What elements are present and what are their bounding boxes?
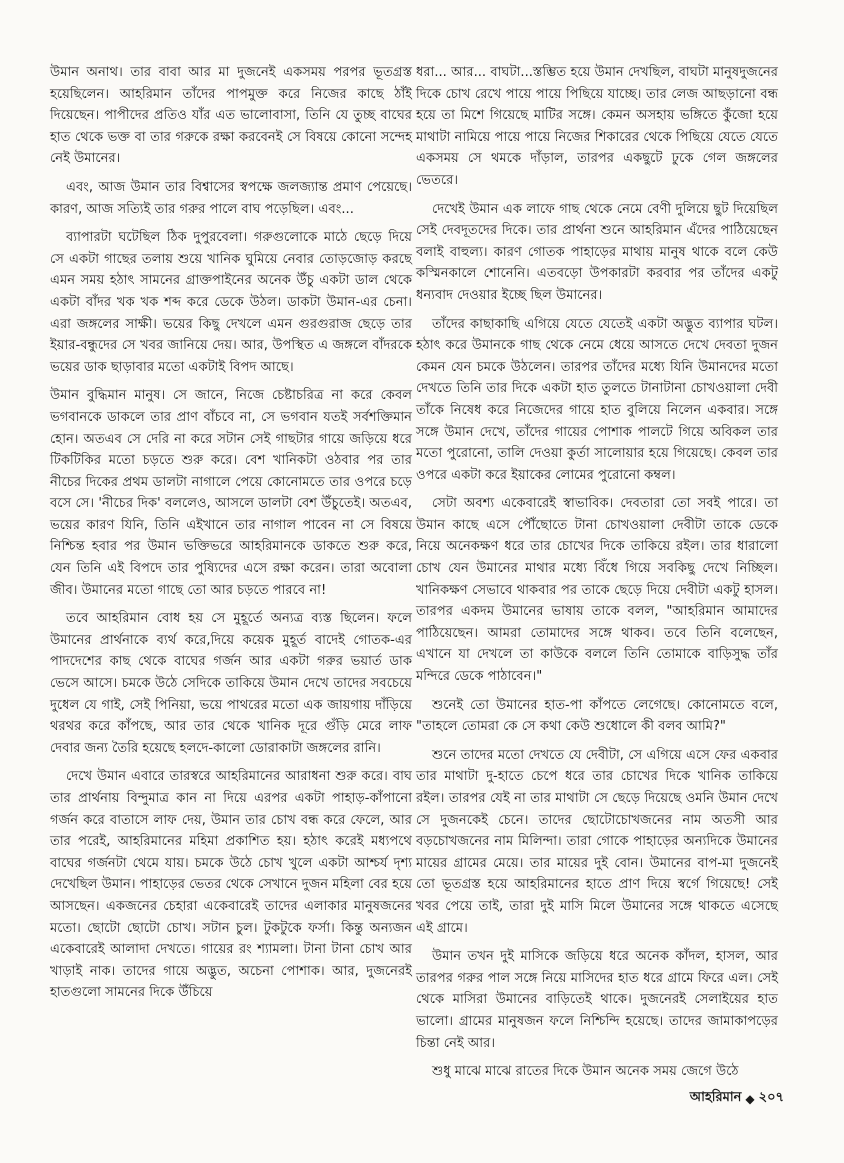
paragraph: উমান বুদ্ধিমান মানুষ। সে জানে, নিজে চেষ্টাচরিত্র না করে কেবল ভগবানকে ডাকলে তার প্রাণ বাঁচবে না, সে ভগবান যতই সর্বশক্তিমান হোন। অতএব সে দেরি না করে সটান সেই গাছটার গায়ে জড়িয়ে ধরে টিকটিকির মতো চড়তে শুরু করে। বেশ খানিকটা ওঠবার পর তার নীচের দিকের প্রথম ডালটা নাগালে পেয়ে কোনোমতে তার ওপরে চড়ে বসে সে। 'নীচের দিক' বললেও, আসলে ডালটা বেশ উঁচুতেই। অতএব, ভয়ের কারণ যিনি, তিনি এইখানে তার নাগাল পাবেন না সে বিষয়ে নিশ্চিন্ত হবার পর উমান ভক্তিভরে আহরিমানকে ডাকতে শুরু করে, যেন তিনি এই বিপদে তার পুষ্যিদের এসে রক্ষা করেন। তারা অবোলা জীব। উমানের মতো গাছে তো আর চড়তে পারবে না! [50, 388, 412, 598]
paragraph: ধরা... আর... বাঘটা...স্তম্ভিত হয়ে উমান দেখছিল, বাঘটা মানুষদুজনের দিকে চোখ রেখে পায়ে পায়ে পিছিয়ে যাচ্ছে। তার লেজ আছড়ানো বন্ধ হয়ে তা মিশে গিয়েছে মাটির সঙ্গে। কেমন অসহায় ভঙ্গিতে কুঁজো হয়ে মাথাটা নামিয়ে পায়ে পায়ে নিজের শিকারের থেকে পিছিয়ে যেতে যেতে একসময় সে থমকে দাঁড়াল, তারপর একছুটে ঢুকে গেল জঙ্গলের ভেতরে। [416, 65, 778, 188]
paragraph: এবং, আজ উমান তার বিশ্বাসের স্বপক্ষে জলজ্যান্ত প্রমাণ পেয়েছে। কারণ, আজ সত্যিই তার গরুর পালে বাঘ পড়েছিল। এবং... [50, 179, 412, 217]
paragraph: উমান তখন দুই মাসিকে জড়িয়ে ধরে অনেক কাঁদল, হাসল, আর তারপর গরুর পাল সঙ্গে নিয়ে মাসিদের হাত ধরে গ্রামে ফিরে এল। সেই থেকে মাসিরা উমানের বাড়িতেই থাকে। দুজনেরই সেলাইয়ের হাত ভালো। গ্রামের মানুষজন ফলে নিশ্চিন্দি হয়েছে। তাদের জামাকাপড়ের চিন্তা নেই আর। [416, 949, 778, 1051]
paragraph: তবে আহরিমান বোধ হয় সে মুহূর্তে অন্যত্র ব্যস্ত ছিলেন। ফলে উমানের প্রার্থনাকে ব্যর্থ করে,দিয়ে কয়েক মুহূর্ত বাদেই গোতক-এর পাদদেশের কাছ থেকে বাঘের গর্জন আর একটা গরুর ভয়ার্ত ডাক ভেসে আসে। চমকে উঠে সেদিকে তাকিয়ে উমান দেখে তাদের সবচেয়ে দুধেল যে গাই, সেই পিনিয়া, ভয়ে পাথরের মতো এক জায়গায় দাঁড়িয়ে থরথর করে কাঁপছে, আর তার থেকে খানিক দূরে গুঁড়ি মেরে লাফ দেবার জন্য তৈরি হয়েছে হলদে-কালো ডোরাকাটা জঙ্গলের রানি। [50, 611, 412, 756]
paragraph: তাঁদের কাছাকাছি এগিয়ে যেতে যেতেই একটা অদ্ভুত ব্যাপার ঘটল। হঠাৎ করে উমানকে গাছ থেকে নেমে ধেয়ে আসতে দেখে দেবতা দুজন কেমন যেন চমকে উঠলেন। তারপর তাঁদের মধ্যে যিনি উমানদের মতো দেখতে তিনি তার দিকে একটা হাত তুলতে টানাটানা চোখওয়ালা দেবী তাঁকে নিষেধ করে নিজেদের গায়ে হাত বুলিয়ে নিলেন একবার। সঙ্গে সঙ্গে উমান দেখে, তাঁদের গায়ের পোশাক পালটে গিয়ে অবিকল তার মতো পুরোনো, তালি দেওয়া কুর্তা সালোয়ার হয়ে গিয়েছে। কেবল তার ওপরে একটা করে ইয়াকের লোমের পুরোনো কম্বল। [416, 316, 778, 483]
paragraph: দেখে উমান এবারে তারস্বরে আহরিমানের আরাধনা শুরু করে। বাঘ তার প্রার্থনায় বিন্দুমাত্র কান না দিয়ে এরপর একটা পাহাড়-কাঁপানো গর্জন করে বাতাসে লাফ দেয়, উমান তার চোখ বন্ধ করে ফেলে, আর তার পরেই, আহরিমানের মহিমা প্রকাশিত হয়। হঠাৎ করেই মধ্যপথে বাঘের গর্জনটা থেমে যায়। চমকে উঠে চোখ খুলে একটা আশ্চর্য দৃশ্য দেখেছিল উমান। পাহাড়ের ভেতর থেকে সেখানে দুজন মহিলা বের হয়ে আসছেন। একজনের চেহারা একেবারেই তাদের এলাকার মানুষজনের মতো। ছোটো ছোটো চোখ। সটান চুল। টুকটুকে ফর্সা। কিন্তু অন্যজন একেবারেই আলাদা দেখতে। গায়ের রং শ্যামলা। টানা টানা চোখ আর খাড়াই নাক। তাদের গায়ে অদ্ভুত, অচেনা পোশাক। আর, দুজনেরই হাতগুলো সামনের দিকে উঁচিয়ে [50, 769, 412, 1001]
diamond-icon: ◆ [745, 1091, 755, 1106]
page-number: ২০৭ [758, 1090, 784, 1105]
paragraph: উমান অনাথ। তার বাবা আর মা দুজনেই একসময় পরপর ভূতগ্রস্ত হয়েছিলেন। আহরিমান তাঁদের পাপমুক্ত করে নিজের কাছে ঠাঁই দিয়েছেন। পাপীদের প্রতিও যাঁর এত ভালোবাসা, তিনি যে তুচ্ছ বাঘের হাত থেকে ভক্ত বা তার গরুকে রক্ষা করবেনই সে বিষয়ে কোনো সন্দেহ নেই উমানের। [50, 65, 412, 167]
paragraph: শুনে তাদের মতো দেখতে যে দেবীটা, সে এগিয়ে এসে ফের একবার তার মাথাটা দু-হাতে চেপে ধরে তার চোখের দিকে খানিক তাকিয়ে রইল। তারপর যেই না তার মাথাটা সে ছেড়ে দিয়েছে ওমনি উমান দেখে সে দুজনকেই চেনে। তাদের ছোটোচোখজনের নাম অতসী আর বড়চোখজনের নাম মিলিন্দা। তারা গোকে পাহাড়ের অন্যদিকে উমানের মায়ের গ্রামের মেয়ে। তার মায়ের দুই বোন। উমানের বাপ-মা দুজনেই তো ভূতগ্রস্ত হয়ে আহরিমানের হাতে প্রাণ দিয়ে স্বর্গে গিয়েছে! সেই খবর পেয়ে তাই, তারা দুই মাসি মিলে উমানের সঙ্গে থাকতে এসেছে এই গ্রামে। [416, 747, 778, 936]
left-text-column [50, 62, 412, 1011]
right-text-column [416, 62, 778, 1090]
paragraph: ব্যাপারটা ঘটেছিল ঠিক দুপুরবেলা। গরুগুলোকে মাঠে ছেড়ে দিয়ে সে একটা গাছের তলায় শুয়ে খানিক ঘুমিয়ে নেবার তোড়জোড় করছে এমন সময় হঠাৎ সামনের গ্রাক্তপাইনের অনেক উঁচু একটা ডাল থেকে একটা বাঁদর খক খক শব্দ করে ডেকে উঠল। ডাকটা উমান-এর চেনা। এরা জঙ্গলের সাক্ষী। ভয়ের কিছু দেখলে এমন গুরগুরাজ ছেড়ে তার ইয়ার-বন্ধুদের সে খবর জানিয়ে দেয়। আর, উপস্থিত এ জঙ্গলে বাঁদরকে ভয়ের ডাক ছাড়াবার মতো একটাই বিপদ আছে। [50, 230, 412, 375]
running-title: আহরিমান [689, 1090, 742, 1105]
paragraph: শুধু মাঝে মাঝে রাতের দিকে উমান অনেক সময় জেগে উঠে [432, 1064, 739, 1080]
paragraph: শুনেই তো উমানের হাত-পা কাঁপতে লেগেছে। কোনোমতে বলে, "তাহলে তোমরা কে সে কথা কেউ শুধোলে কী বলব আমি?" [416, 697, 778, 735]
paragraph: দেখেই উমান এক লাফে গাছ থেকে নেমে বেণী দুলিয়ে ছুট দিয়েছিল সেই দেবদূতদের দিকে। তার প্রার্থনা শুনে আহরিমান এঁদের পাঠিয়েছেন বলাই বাহুল্য। কারণ গোতক পাহাড়ের মাথায় মানুষ থাকে বলে কেউ কস্মিনকালে শোনেনি। এতবড়ো উপকারটা করবার পর তাঁদের একটু ধন্যবাদ দেওয়ার ইচ্ছে ছিল উমানের। [416, 201, 778, 303]
page-footer [690, 1088, 784, 1109]
paragraph: সেটা অবশ্য একেবারেই স্বাভাবিক। দেবতারা তো সবই পারে। তা উমান কাছে এসে পৌঁছোতে টানা চোখওয়ালা দেবীটা তাকে ডেকে নিয়ে অনেকক্ষণ ধরে তার চোখের দিকে তাকিয়ে রইল। তার ধারালো চোখ যেন উমানের মাথার মধ্যে বিঁধে গিয়ে সবকিছু দেখে নিচ্ছিল। খানিকক্ষণ সেভাবে থাকবার পর তাকে ছেড়ে দিয়ে দেবীটা একটু হাসল। তারপর একদম উমানের ভাষায় তাকে বলল, "আহরিমান আমাদের পাঠিয়েছেন। আমরা তোমাদের সঙ্গে থাকব। তবে তিনি বলেছেন, এখানে যা দেখলে তা কাউকে বললে তিনি তোমাকে বাড়িসুদ্ধ তাঁর মন্দিরে ডেকে পাঠাবেন।" [416, 496, 778, 685]
